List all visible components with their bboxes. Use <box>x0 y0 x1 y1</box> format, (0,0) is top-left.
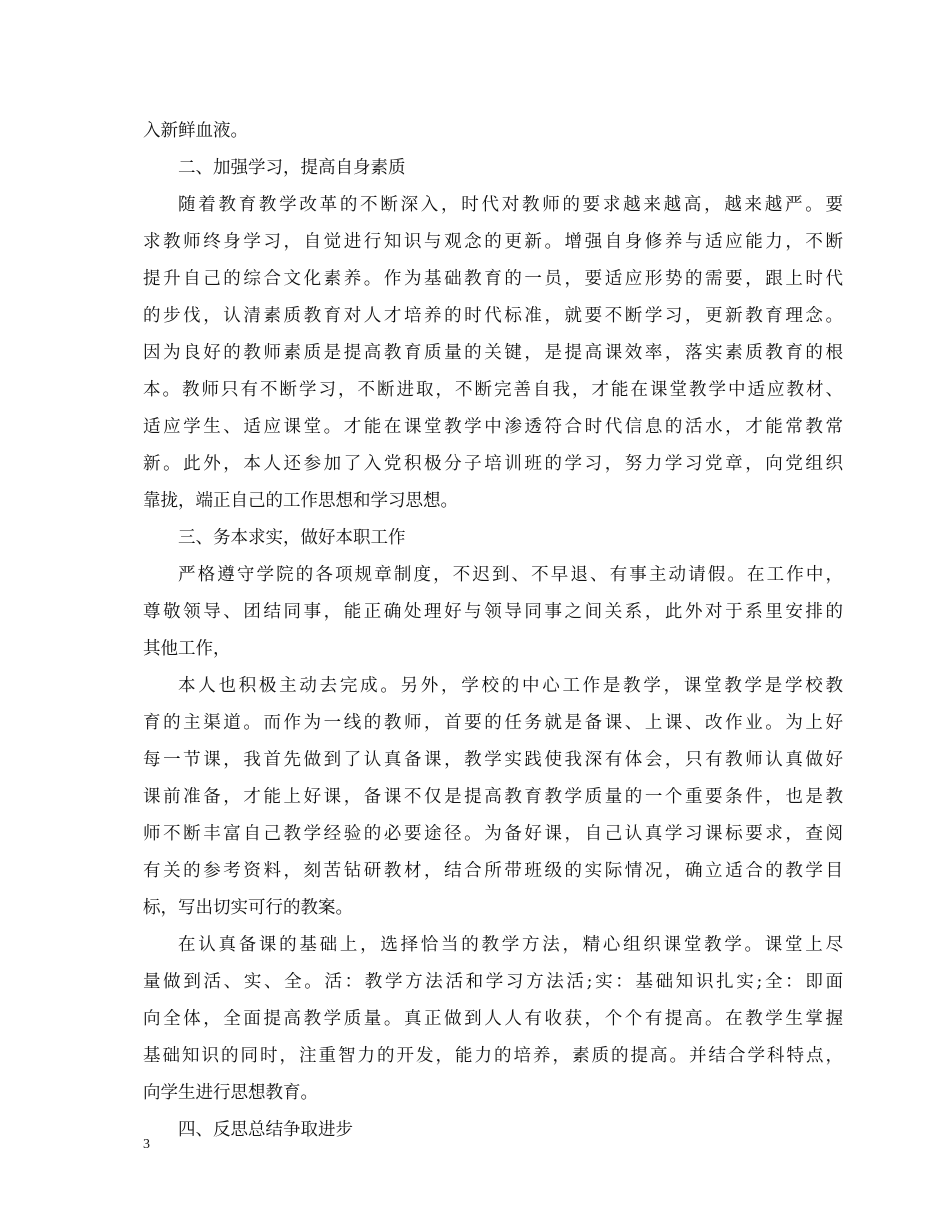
document-body <box>143 113 843 1149</box>
text-line: 严格遵守学院的各项规章制度，不迟到、不早退、有事主动请假。在工作中， <box>178 565 843 585</box>
text-line: 课前准备，才能上好课，备课不仅是提高教育教学质量的一个重要条件，也是教 <box>143 787 843 807</box>
text-line: 向全体，全面提高教学质量。真正做到人人有收获，个个有提高。在教学生掌握 <box>143 1009 843 1029</box>
text-line: 入新鲜血液。 <box>143 121 248 141</box>
text-line: 育的主渠道。而作为一线的教师，首要的任务就是备课、上课、改作业。为上好 <box>143 713 843 733</box>
text-line: 在认真备课的基础上，选择恰当的教学方法，精心组织课堂教学。课堂上尽 <box>178 935 843 955</box>
text-line: 师不断丰富自己教学经验的必要途径。为备好课，自己认真学习课标要求，查阅 <box>143 824 843 844</box>
text-line: 新。此外，本人还参加了入党积极分子培训班的学习，努力学习党章，向党组织 <box>143 454 843 474</box>
text-line: 四、反思总结争取进步 <box>178 1120 353 1140</box>
text-line: 三、务本求实，做好本职工作 <box>178 528 406 548</box>
text-line: 本人也积极主动去完成。另外，学校的中心工作是教学，课堂教学是学校教 <box>178 676 843 696</box>
text-line: 每一节课，我首先做到了认真备课，教学实践使我深有体会，只有教师认真做好 <box>143 750 843 770</box>
text-line: 其他工作， <box>143 639 231 659</box>
text-line: 尊敬领导、团结同事，能正确处理好与领导同事之间关系，此外对于系里安排的 <box>143 602 843 622</box>
text-line: 的步伐，认清素质教育对人才培养的时代标准，就要不断学习，更新教育理念。 <box>143 306 843 326</box>
text-line: 适应学生、适应课堂。才能在课堂教学中渗透符合时代信息的活水，才能常教常 <box>143 417 843 437</box>
text-line: 向学生进行思想教育。 <box>143 1083 318 1103</box>
text-line: 随着教育教学改革的不断深入，时代对教师的要求越来越高，越来越严。要 <box>178 195 843 215</box>
text-line: 基础知识的同时，注重智力的开发，能力的培养，素质的提高。并结合学科特点， <box>143 1046 843 1066</box>
text-line: 量做到活、实、全。活：教学方法活和学习方法活;实：基础知识扎实;全：即面 <box>143 972 843 992</box>
page-number: 3 <box>143 1137 150 1152</box>
text-line: 有关的参考资料，刻苦钻研教材，结合所带班级的实际情况，确立适合的教学目 <box>143 861 843 881</box>
text-line: 因为良好的教师素质是提高教育质量的关键，是提高课效率，落实素质教育的根 <box>143 343 843 363</box>
text-line: 本。教师只有不断学习，不断进取，不断完善自我，才能在课堂教学中适应教材、 <box>143 380 843 400</box>
text-line: 求教师终身学习，自觉进行知识与观念的更新。增强自身修养与适应能力，不断 <box>143 232 843 252</box>
text-line: 提升自己的综合文化素养。作为基础教育的一员，要适应形势的需要，跟上时代 <box>143 269 843 289</box>
text-line: 靠拢，端正自己的工作思想和学习思想。 <box>143 491 458 511</box>
text-line: 标，写出切实可行的教案。 <box>143 898 353 918</box>
text-line: 二、加强学习，提高自身素质 <box>178 158 406 178</box>
